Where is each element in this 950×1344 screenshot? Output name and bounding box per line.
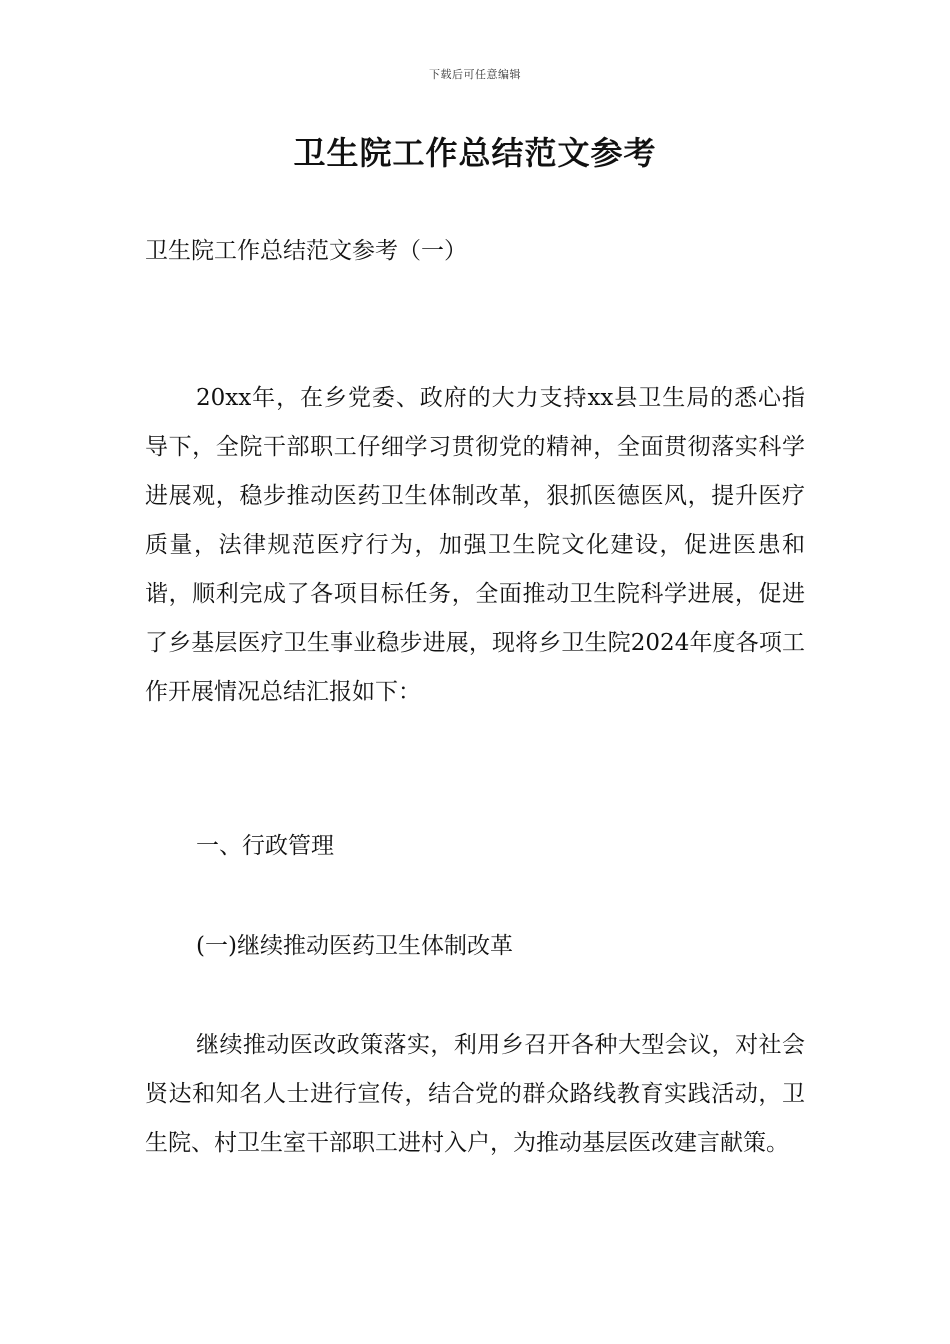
- document-title: 卫生院工作总结范文参考: [293, 134, 657, 172]
- body-paragraph-1: [145, 374, 805, 717]
- header-note: 下载后可任意编辑: [429, 68, 521, 81]
- subsection-heading-text: (一)继续推动医药卫生体制改革: [196, 933, 513, 959]
- section-heading: [145, 822, 805, 871]
- document-subtitle: 卫生院工作总结范文参考（一）: [145, 238, 467, 264]
- body-paragraph-2: [145, 1021, 805, 1168]
- paragraph-text: 继续推动医改政策落实，利用乡召开各种大型会议，对社会贤达和知名人士进行宣传，结合党的群众路线教育实践活动，卫生院、村卫生室干部职工进村入户，为推动基层医改建言献策。: [145, 1032, 805, 1156]
- section-heading-text: 一、行政管理: [196, 833, 334, 859]
- paragraph-text: 20xx年，在乡党委、政府的大力支持xx县卫生局的悉心指导下，全院干部职工仔细学习贯彻党的精神，全面贯彻落实科学进展观，稳步推动医药卫生体制改革，狠抓医德医风，提升医疗质量，法律规范医疗行为，加强卫生院文化建设，促进医患和谐，顺利完成了各项目标任务，全面推动卫生院科学进展，促进了乡基层医疗卫生事业稳步进展，现将乡卫生院2024年度各项工作开展情况总结汇报如下：: [145, 385, 805, 705]
- subsection-heading: [145, 922, 805, 971]
